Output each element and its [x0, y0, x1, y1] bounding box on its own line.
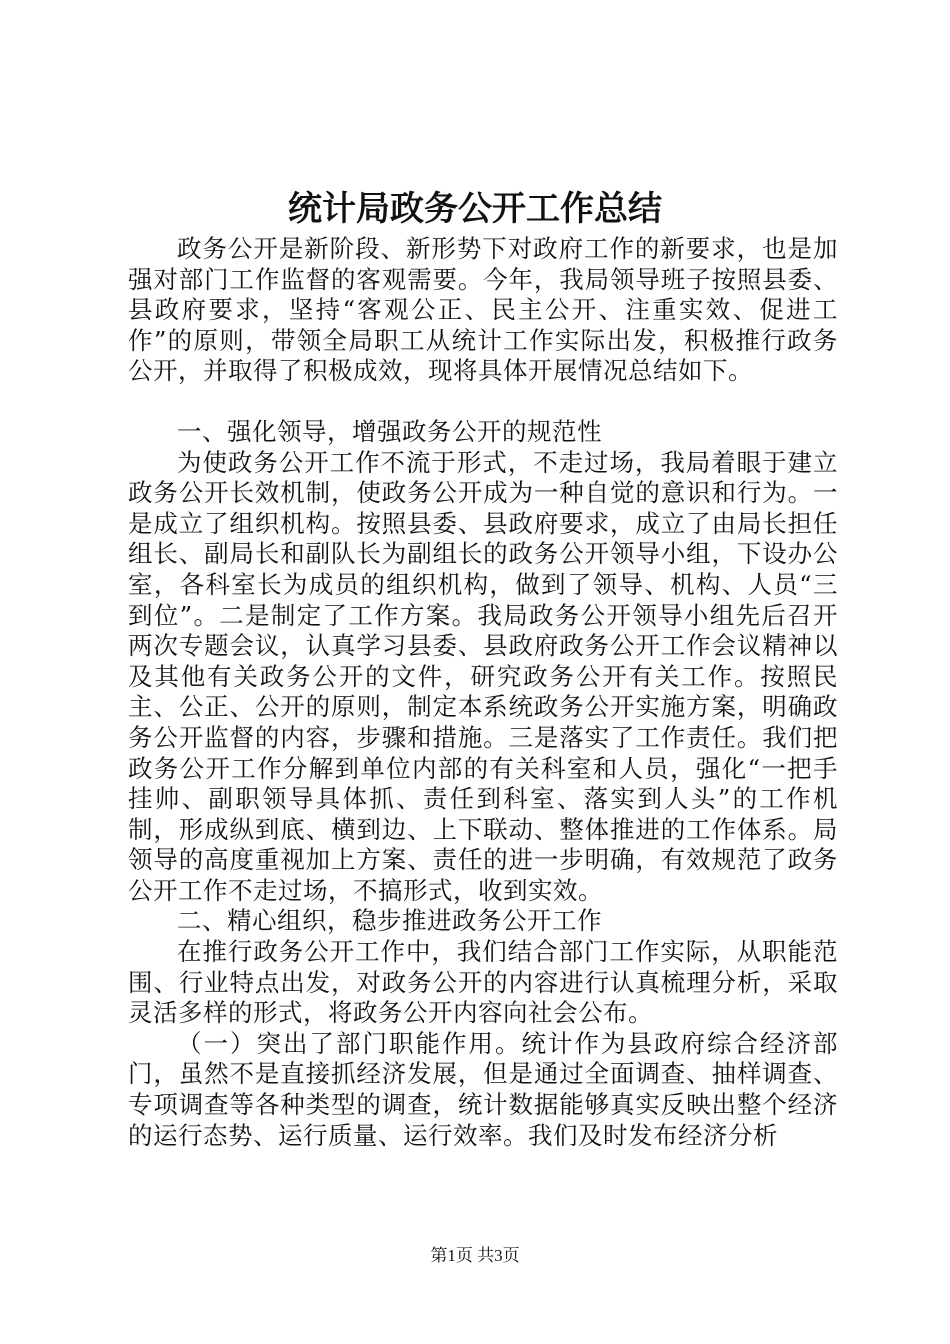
intro-paragraph: 政务公开是新阶段、新形势下对政府工作的新要求，也是加强对部门工作监督的客观需要。今年，我局领导班子按照县委、县政府要求，坚持“客观公正、民主公开、注重实效、促进工作”的原则，带领全局职工从统计工作实际出发，积极推行政务公开，并取得了积极成效，现将具体开展情况总结如下。 [128, 234, 838, 386]
section-2-heading: 二、精心组织，稳步推进政务公开工作 [177, 906, 602, 936]
document-title: 统计局政务公开工作总结 [288, 189, 662, 229]
section-1-paragraph: 为使政务公开工作不流于形式，不走过场，我局着眼于建立政务公开长效机制，使政务公开成为一种自觉的意识和行为。一是成立了组织机构。按照县委、县政府要求，成立了由局长担任组长、副局长和副队长为副组长的政务公开领导小组，下设办公室，各科室长为成员的组织机构，做到了领导、机构、人员“三到位”。二是制定了工作方案。我局政务公开领导小组先后召开两次专题会议，认真学习县委、县政府政务公开工作会议精神以及其他有关政务公开的文件，研究政务公开有关工作。按照民主、公正、公开的原则，制定本系统政务公开实施方案，明确政务公开监督的内容，步骤和措施。三是落实了工作责任。我们把政务公开工作分解到单位内部的有关科室和人员，强化“一把手挂帅、副职领导具体抓、责任到科室、落实到人头”的工作机制，形成纵到底、横到边、上下联动、整体推进的工作体系。局领导的高度重视加上方案、责任的进一步明确，有效规范了政务公开工作不走过场，不搞形式，收到实效。 [128, 447, 838, 905]
section-2-paragraph: 在推行政务公开工作中，我们结合部门工作实际，从职能范围、行业特点出发，对政务公开的内容进行认真梳理分析，采取灵活多样的形式，将政务公开内容向社会公布。 [128, 937, 838, 1028]
section-1-heading: 一、强化领导，增强政务公开的规范性 [177, 416, 602, 446]
document-body [128, 234, 838, 1151]
section-2-subsection-1-paragraph: （一）突出了部门职能作用。统计作为县政府综合经济部门，虽然不是直接抓经济发展，但是通过全面调查、抽样调查、专项调查等各种类型的调查，统计数据能够真实反映出整个经济的运行态势、运行质量、运行效率。我们及时发布经济分析 [128, 1028, 838, 1150]
page-number-footer: 第1页 共3页 [430, 1246, 520, 1265]
